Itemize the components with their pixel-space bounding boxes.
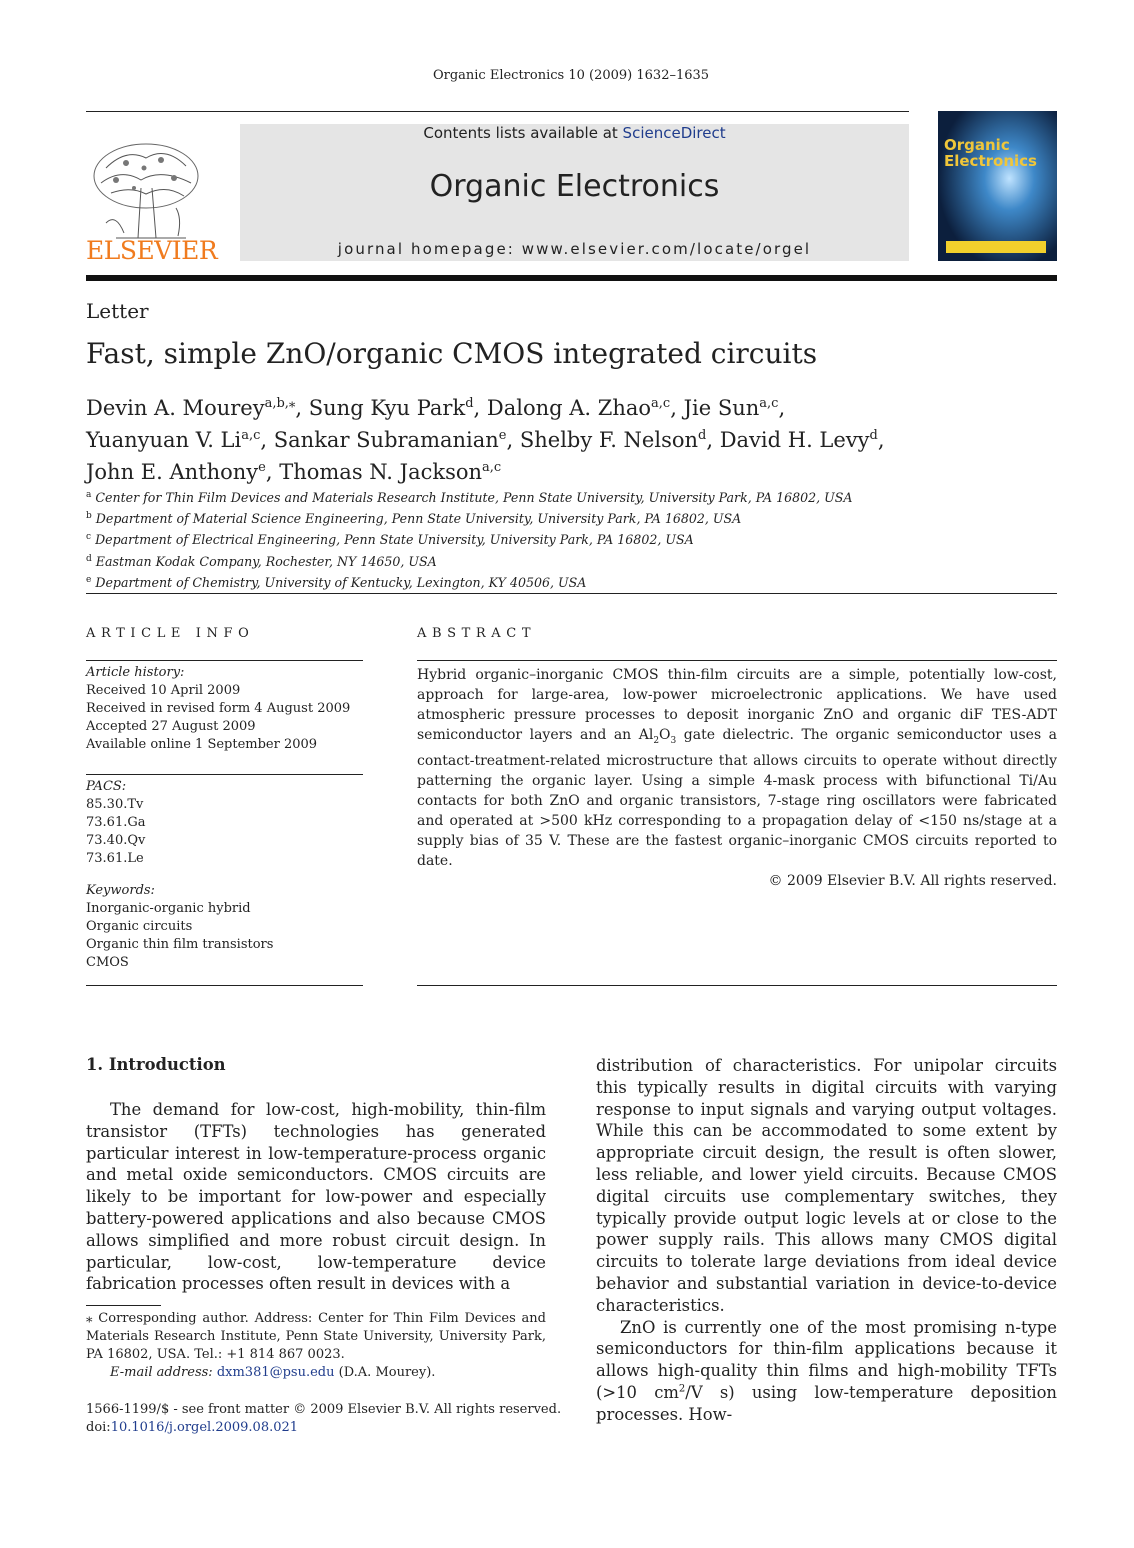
pacs-code: 85.30.Tv: [86, 797, 144, 812]
doi-link[interactable]: 10.1016/j.orgel.2009.08.021: [110, 1420, 299, 1435]
front-matter-info: 1566-1199/$ - see front matter © 2009 Elsevier B.V. All rights reserved. doi:10.1016/j.orgel.2009.08.021: [86, 1402, 562, 1435]
keyword: Organic circuits: [86, 919, 193, 934]
sciencedirect-link[interactable]: ScienceDirect: [622, 124, 726, 142]
affiliation-list: [86, 486, 853, 592]
author: Shelby F. Nelson: [519, 428, 699, 452]
body-column-right: [596, 1055, 1057, 1426]
article-history: Article history: Received 10 April 2009 Received in revised form 4 August 2009 Accepted 27 August 2009 Available online 1 September 2009: [86, 665, 351, 752]
paragraph: The demand for low-cost, high-mobility, thin-film transistor (TFTs) technologies has generated particular interest in low-temperature-process organic and metal oxide semiconductors. CMOS circuits are likely to be important for low-power and especially battery-powered applications and also because CMOS allows simplified and more robust circuit design. In particular, low-cost, low-temperature device fabrication processes often result in devices with a: [86, 1100, 546, 1294]
author: John E. Anthony: [86, 460, 259, 484]
keyword: Organic thin film transistors: [86, 937, 274, 952]
cover-bar: [946, 241, 1046, 253]
author: Thomas N. Jackson: [279, 460, 483, 484]
affiliation: $^c$ Department of Electrical Engineering, Penn State University, University Park, PA 16802, USA: [86, 532, 694, 548]
section-heading: 1. Introduction: [86, 1055, 226, 1074]
article-title: Fast, simple ZnO/organic CMOS integrated circuits: [86, 337, 818, 370]
author-list: Devin A. Mourey$^{a,b,⁎}$, Sung Kyu Park$^d$, Dalong A. Zhao$^{a,c}$, Jie Sun$^{a,c}$, Yuanyuan V. Li$^{a,c}$, Sankar Subramanian$^e$, Shelby F. Nelson$^d$, David H. Levy$^d$, John E. Anthony$^e$, Thomas N. Jackson$^{a,c}$: [86, 396, 885, 484]
copyright-line: © 2009 Elsevier B.V. All rights reserved.: [768, 872, 1057, 889]
keyword: Inorganic-organic hybrid: [86, 901, 251, 916]
paragraph: distribution of characteristics. For unipolar circuits this typically results in digital circuits with varying response to input signals and varying output voltages. While this can be accommodated to some extent by appropriate circuit design, the result is often slower, less reliable, and lower yield circuits. Because CMOS digital circuits use complementary switches, they typically provide output logic levels at or close to the power supply rails. This allows many CMOS digital circuits to tolerate large deviations from ideal device behavior and substantial variation in device-to-device characteristics.: [596, 1056, 1057, 1315]
author: Jie Sun: [683, 396, 760, 420]
abstract-heading: ABSTRACT: [417, 626, 537, 641]
cover-art: [938, 111, 1057, 261]
header-rule: [86, 111, 909, 112]
affiliation: $^e$ Department of Chemistry, University of Kentucky, Lexington, KY 40506, USA: [86, 574, 587, 590]
pacs-code: 73.61.Le: [86, 851, 144, 866]
journal-reference: Organic Electronics 10 (2009) 1632–1635: [432, 68, 710, 83]
author: Sung Kyu Park: [308, 396, 466, 420]
journal-banner: [240, 124, 909, 261]
author: Dalong A. Zhao: [486, 396, 652, 420]
affiliation: $^b$ Department of Material Science Engineering, Penn State University, University Park, PA 16802, USA: [86, 511, 742, 527]
pacs-list: PACS: 85.30.Tv 73.61.Ga 73.40.Qv 73.61.Le: [86, 779, 146, 866]
contents-prefix: Contents lists available at: [423, 124, 623, 142]
history-entry: Accepted 27 August 2009: [86, 719, 256, 734]
footnote-rule: [86, 1305, 161, 1306]
keyword: CMOS: [86, 955, 129, 970]
issn-line: 1566-1199/$ - see front matter © 2009 Elsevier B.V. All rights reserved.: [86, 1402, 562, 1417]
article-type: Letter: [86, 299, 149, 323]
abstract-text: Hybrid organic–inorganic CMOS thin-film circuits are a simple, potentially low-cost, approach for large-area, low-power microelectronic applications. We have used atmospheric pressure processes to deposit inorganic ZnO and organic diF TES-ADT semiconductor layers and an $Al_2O_3$ gate dielectric. The organic semiconductor uses a contact-treatment-related microstructure that allows circuits to operate without directly patterning the organic layer. Using a simple 4-mask process with bifunctional Ti/Au contacts for both ZnO and organic transistors, 7-stage ring oscillators were fabricated and operated at >500 kHz corresponding to a propagation delay of <150 ns/stage at a supply bias of 35 V. These are the fastest organic–inorganic CMOS circuits reported to date. © 2009 Elsevier B.V. All rights reserved.: [417, 667, 1057, 889]
author-affil-sup: a,b,⁎: [264, 396, 296, 411]
cover-title: Organic Electronics: [944, 136, 1037, 170]
journal-cover: [938, 111, 1057, 261]
contents-line: [240, 124, 909, 142]
elsevier-wordmark: ELSEVIER: [86, 236, 218, 265]
author: Yuanyuan V. Li: [86, 428, 242, 452]
info-rule: [86, 774, 363, 775]
info-rule: [86, 985, 363, 986]
section-rule: [86, 593, 1057, 594]
history-entry: Available online 1 September 2009: [86, 737, 318, 752]
affiliation: $^d$ Eastman Kodak Company, Rochester, NY 14650, USA: [86, 553, 437, 569]
journal-homepage[interactable]: journal homepage: www.elsevier.com/locate/orgel: [337, 240, 812, 258]
pacs-code: 73.40.Qv: [86, 833, 146, 848]
author: David H. Levy: [719, 428, 870, 452]
email-link[interactable]: dxm381@psu.edu: [216, 1365, 335, 1380]
author: Devin A. Mourey: [86, 396, 265, 420]
info-rule: [86, 660, 363, 661]
affiliation: $^a$ Center for Thin Film Devices and Materials Research Institute, Penn State University, University Park, PA 16802, USA: [86, 490, 853, 506]
history-entry: Received in revised form 4 August 2009: [86, 701, 351, 716]
author: Sankar Subramanian: [273, 428, 499, 452]
abstract-rule: [417, 660, 1057, 661]
pacs-code: 73.61.Ga: [86, 815, 146, 830]
journal-name: Organic Electronics: [429, 169, 720, 204]
paragraph: ZnO is currently one of the most promising n-type semiconductors for thin-film applications because it allows high-quality thin films and high-mobility TFTs (>10 $cm^2/V$ s) using low-temperature deposition processes. How-: [596, 1317, 1057, 1424]
keyword-list: Keywords: Inorganic-organic hybrid Organic circuits Organic thin film transistors CMOS: [86, 883, 274, 970]
footnote-text: ⁎ Corresponding author. Address: Center for Thin Film Devices and Materials Research Institute, Penn State University, University Park, PA 16802, USA. Tel.: +1 814 867 0023.: [86, 1311, 546, 1362]
history-entry: Received 10 April 2009: [86, 683, 241, 698]
header-thick-rule: [86, 275, 1057, 281]
article-info-heading: ARTICLE INFO: [86, 626, 255, 641]
abstract-rule: [417, 985, 1057, 986]
body-column-left: [86, 1099, 546, 1295]
footnote: ⁎ Corresponding author. Address: Center for Thin Film Devices and Materials Research Institute, Penn State University, University Park, PA 16802, USA. Tel.: +1 814 867 0023. E-mail address: dxm381@psu.edu (D.A. Mourey).: [86, 1311, 546, 1380]
